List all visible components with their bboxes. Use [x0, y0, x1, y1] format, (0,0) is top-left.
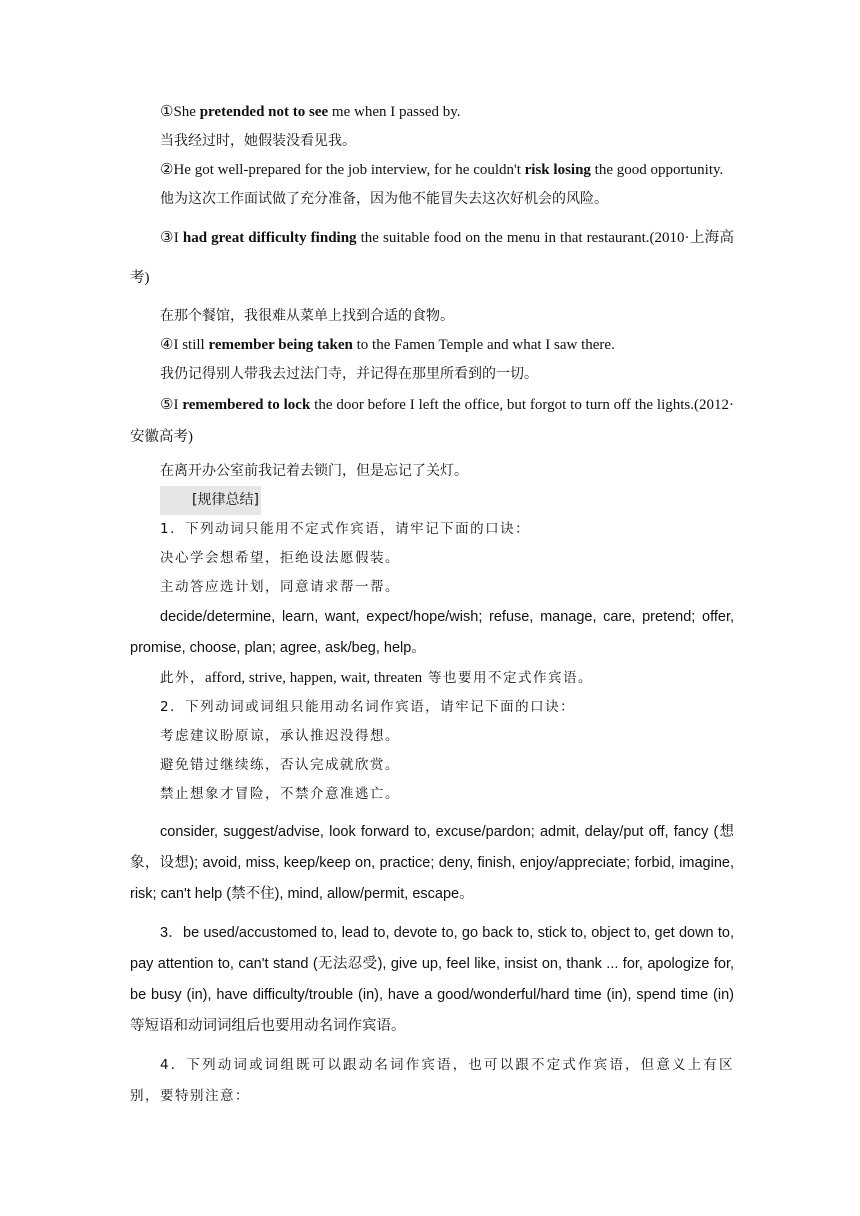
extra-words: afford, strive, happen, wait, threaten — [205, 670, 423, 686]
key-phrase: remember being taken — [208, 337, 353, 353]
rule-text: 3．be used/accustomed to, lead to, devote to, go back to, stick to, object to, get down to, pay attention to, can't stand (无法忍受), give up, feel like, insist on, thank ... for, apologize for, be busy (in), have difficulty/trouble (in), have a good/wonderful/hard time (in), spend time (in)等短语和动词词组后也要用动名词作宾语。 — [130, 925, 734, 1034]
rhyme-line: 考虑建议盼原谅，承认推迟没得想。 — [160, 728, 400, 744]
sentence-text: me when I passed by. — [328, 104, 461, 120]
rule-text: 4．下列动词或词组既可以跟动名词作宾语，也可以跟不定式作宾语，但意义上有区别，要特别注意： — [130, 1057, 734, 1104]
key-phrase: pretended not to see — [199, 104, 329, 120]
sentence-text: the suitable food on the menu in that restaurant.(2010· — [356, 230, 690, 246]
sentence-text: ①She — [160, 104, 200, 120]
extra-prefix: 此外， — [160, 670, 205, 686]
example-translation: 我仍记得别人带我去过法门寺，并记得在那里所看到的一切。 — [160, 366, 538, 382]
sentence-text: the door before I left the office, but forgot to turn off the lights.(2012· — [310, 397, 734, 413]
sentence-text: ④I still — [160, 337, 209, 353]
rule-title: 1．下列动词只能用不定式作宾语，请牢记下面的口诀： — [160, 521, 531, 537]
sentence-text: to the Famen Temple and what I saw there. — [352, 337, 615, 353]
verb-list: consider, suggest/advise, look forward to, excuse/pardon; admit, delay/put off, fancy (想象，设想); avoid, miss, keep/keep on, practice; deny, finish, enjoy/appreciate; forbid, imagine, risk; can't help (禁不住), mind, allow/permit, escape。 — [130, 824, 734, 902]
document-page — [130, 98, 734, 1112]
summary-heading-row — [130, 486, 734, 515]
example-translation: 当我经过时，她假装没看见我。 — [160, 133, 356, 149]
rhyme-line: 避免错过继续练，否认完成就欣赏。 — [160, 757, 400, 773]
verb-list: decide/determine, learn, want, expect/hope/wish; refuse, manage, care, pretend; offer, promise, choose, plan; agree, ask/beg, help。 — [130, 609, 734, 656]
rhyme-line: 决心学会想希望，拒绝设法愿假装。 — [160, 550, 400, 566]
sentence-text: ②He got well-prepared for the job interview, for he couldn't — [160, 162, 525, 178]
example-sentence — [130, 389, 734, 453]
rhyme-line: 禁止想象才冒险，不禁介意准逃亡。 — [160, 786, 400, 802]
key-phrase: risk losing — [524, 162, 591, 178]
sentence-text: the good opportunity. — [590, 162, 724, 178]
example-sentence — [130, 156, 734, 185]
key-phrase: remembered to lock — [182, 397, 311, 413]
sentence-text: ) — [188, 429, 193, 445]
example-translation: 在离开办公室前我记着去锁门，但是忘记了关灯。 — [160, 463, 468, 479]
sentence-text: ③I — [160, 230, 183, 246]
extra-suffix: 等也要用不定式作宾语。 — [422, 670, 593, 686]
example-sentence — [130, 98, 734, 127]
sentence-text: ) — [144, 270, 150, 286]
key-phrase: had great difficulty finding — [182, 230, 357, 246]
sentence-text: ⑤I — [160, 397, 183, 413]
example-sentence — [130, 218, 734, 298]
source-label: 上海高考 — [130, 230, 734, 286]
summary-heading: [规律总结] — [160, 486, 261, 515]
example-translation: 他为这次工作面试做了充分准备，因为他不能冒失去这次好机会的风险。 — [160, 191, 608, 207]
example-translation: 在那个餐馆，我很难从菜单上找到合适的食物。 — [160, 308, 454, 324]
rhyme-line: 主动答应选计划，同意请求帮一帮。 — [160, 579, 400, 595]
rule-title: 2．下列动词或词组只能用动名词作宾语，请牢记下面的口诀： — [160, 699, 576, 715]
source-label: 安徽高考 — [130, 429, 188, 445]
example-sentence — [130, 331, 734, 360]
rule-extra — [130, 664, 734, 693]
